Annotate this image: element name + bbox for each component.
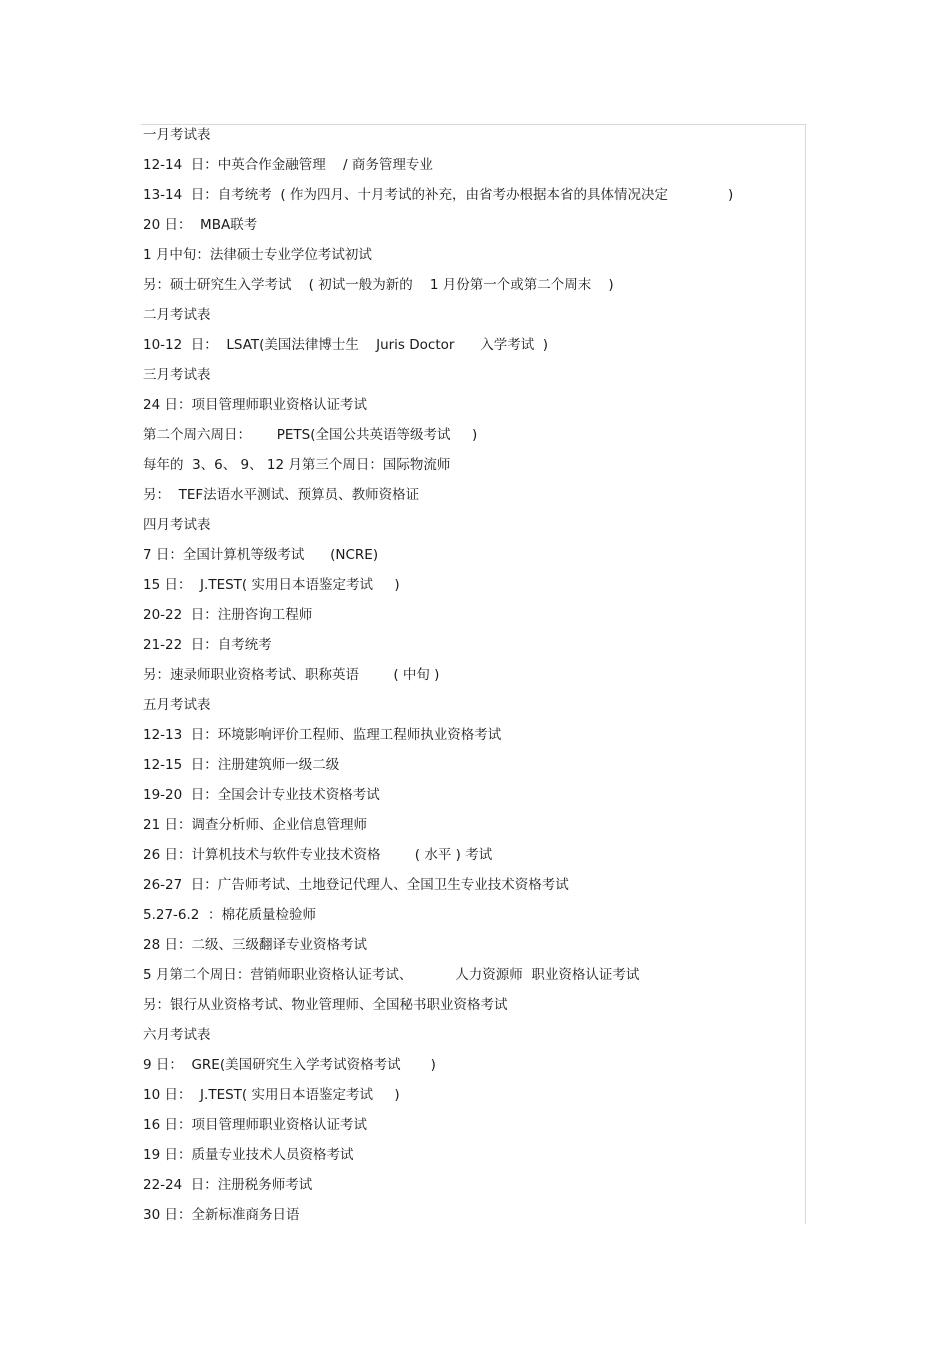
document-line: 10-12 日： LSAT(美国法律博士生 Juris Doctor 入学考试 ) bbox=[143, 337, 549, 353]
document-line: 19-20 日：全国会计专业技术资格考试 bbox=[143, 787, 380, 803]
document-line: 三月考试表 bbox=[143, 367, 211, 383]
document-line: 5.27-6.2 ：棉花质量检验师 bbox=[143, 907, 316, 923]
document-line: 26 日：计算机技术与软件专业技术资格 ( 水平 ) 考试 bbox=[143, 847, 493, 863]
document-line: 第二个周六周日： PETS(全国公共英语等级考试 ) bbox=[143, 427, 478, 443]
document-line: 另：硕士研究生入学考试 ( 初试一般为新的 1 月份第一个或第二个周末 ) bbox=[143, 277, 614, 293]
document-line: 21-22 日：自考统考 bbox=[143, 637, 272, 653]
document-line: 26-27 日：广告师考试、土地登记代理人、全国卫生专业技术资格考试 bbox=[143, 877, 569, 893]
document-line: 9 日： GRE(美国研究生入学考试资格考试 ) bbox=[143, 1057, 436, 1073]
document-line: 一月考试表 bbox=[143, 127, 211, 143]
document-line: 二月考试表 bbox=[143, 307, 211, 323]
document-line: 另： TEF法语水平测试、预算员、教师资格证 bbox=[143, 487, 420, 503]
document-line: 每年的 3、6、 9、 12 月第三个周日：国际物流师 bbox=[143, 457, 451, 473]
document-line: 13-14 日：自考统考 ( 作为四月、十月考试的补充，由省考办根据本省的具体情况决定 ) bbox=[143, 187, 734, 203]
document-line: 20-22 日：注册咨询工程师 bbox=[143, 607, 313, 623]
document-line: 另：速录师职业资格考试、职称英语 ( 中旬 ) bbox=[143, 667, 440, 683]
document-line: 12-15 日：注册建筑师一级二级 bbox=[143, 757, 340, 773]
document-line: 20 日： MBA联考 bbox=[143, 217, 258, 233]
document-line: 7 日：全国计算机等级考试 (NCRE) bbox=[143, 547, 379, 563]
document-line: 22-24 日：注册税务师考试 bbox=[143, 1177, 313, 1193]
document-line: 19 日：质量专业技术人员资格考试 bbox=[143, 1147, 354, 1163]
document-line: 5 月第二个周日：营销师职业资格认证考试、 人力资源师 职业资格认证考试 bbox=[143, 967, 640, 983]
document-line: 21 日：调查分析师、企业信息管理师 bbox=[143, 817, 367, 833]
document-line: 四月考试表 bbox=[143, 517, 211, 533]
document-line: 30 日：全新标准商务日语 bbox=[143, 1207, 300, 1223]
document-line: 10 日： J.TEST( 实用日本语鉴定考试 ) bbox=[143, 1087, 400, 1103]
document-line: 另：银行从业资格考试、物业管理师、全国秘书职业资格考试 bbox=[143, 997, 508, 1013]
document-line: 五月考试表 bbox=[143, 697, 211, 713]
document-line: 12-13 日：环境影响评价工程师、监理工程师执业资格考试 bbox=[143, 727, 502, 743]
document-line: 1 月中旬：法律硕士专业学位考试初试 bbox=[143, 247, 372, 263]
document-line: 16 日：项目管理师职业资格认证考试 bbox=[143, 1117, 367, 1133]
document-line: 24 日：项目管理师职业资格认证考试 bbox=[143, 397, 367, 413]
document-line: 12-14 日：中英合作金融管理 / 商务管理专业 bbox=[143, 157, 433, 173]
document-line: 15 日： J.TEST( 实用日本语鉴定考试 ) bbox=[143, 577, 400, 593]
document-line: 28 日：二级、三级翻译专业资格考试 bbox=[143, 937, 367, 953]
document-body bbox=[143, 120, 803, 1230]
document-line: 六月考试表 bbox=[143, 1027, 211, 1043]
